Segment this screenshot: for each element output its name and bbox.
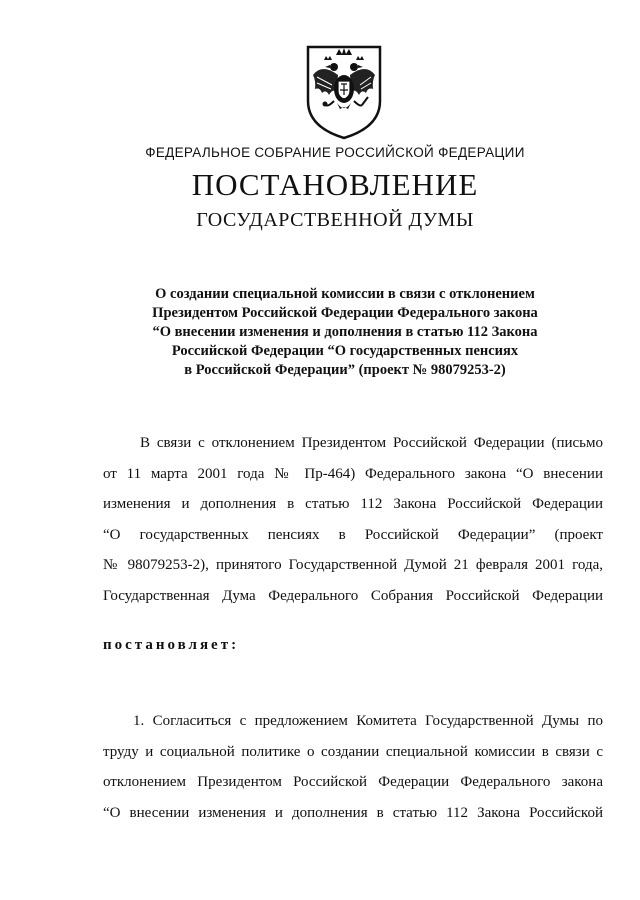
preamble-line: “О государственных пенсиях в Российской Федерации” (проект (103, 526, 603, 543)
item-line: “О внесении изменения и дополнения в статью 112 Закона Российской (103, 804, 603, 821)
coat-of-arms-emblem (304, 43, 384, 141)
preamble-line: № 98079253-2), принятого Государственной Думой 21 февраля 2001 года, (103, 557, 603, 573)
preamble-line: изменения и дополнения в статью 112 Закона Российской Федерации (103, 496, 603, 512)
preamble-paragraph (103, 428, 603, 611)
item-1-paragraph (103, 706, 603, 828)
document-title: ПОСТАНОВЛЕНИЕ (191, 167, 479, 202)
preamble-line: В связи с отклонением Президентом Российской Федерации (письмо (140, 435, 603, 451)
item-line: труду и социальной политике о создании специальной комиссии в связи с (103, 743, 603, 760)
preamble-line: Государственная Дума Федерального Собрания Российской Федерации (103, 587, 603, 604)
russian-coat-of-arms-icon (304, 43, 384, 141)
resolution-subject (120, 285, 570, 380)
subject-line: Президентом Российской Федерации Федерального закона (152, 305, 538, 321)
assembly-heading: ФЕДЕРАЛЬНОЕ СОБРАНИЕ РОССИЙСКОЙ ФЕДЕРАЦИИ (145, 145, 525, 160)
document-subtitle: ГОСУДАРСТВЕННОЙ ДУМЫ (196, 209, 474, 231)
subject-line: О создании специальной комиссии в связи с отклонением (155, 286, 535, 302)
decree-word: постановляет: (103, 637, 240, 653)
subject-line: Российской Федерации “О государственных пенсиях (171, 343, 519, 359)
item-line: 1. Согласиться с предложением Комитета Государственной Думы по (133, 713, 603, 729)
preamble-line: от 11 марта 2001 года № Пр-464) Федерального закона “О внесении (103, 465, 603, 482)
item-line: отклонением Президентом Российской Федерации Федерального закона (103, 774, 603, 790)
subject-line: “О внесении изменения и дополнения в статью 112 Закона (152, 324, 538, 340)
subject-line: в Российской Федерации” (проект № 98079253-2) (184, 362, 506, 378)
